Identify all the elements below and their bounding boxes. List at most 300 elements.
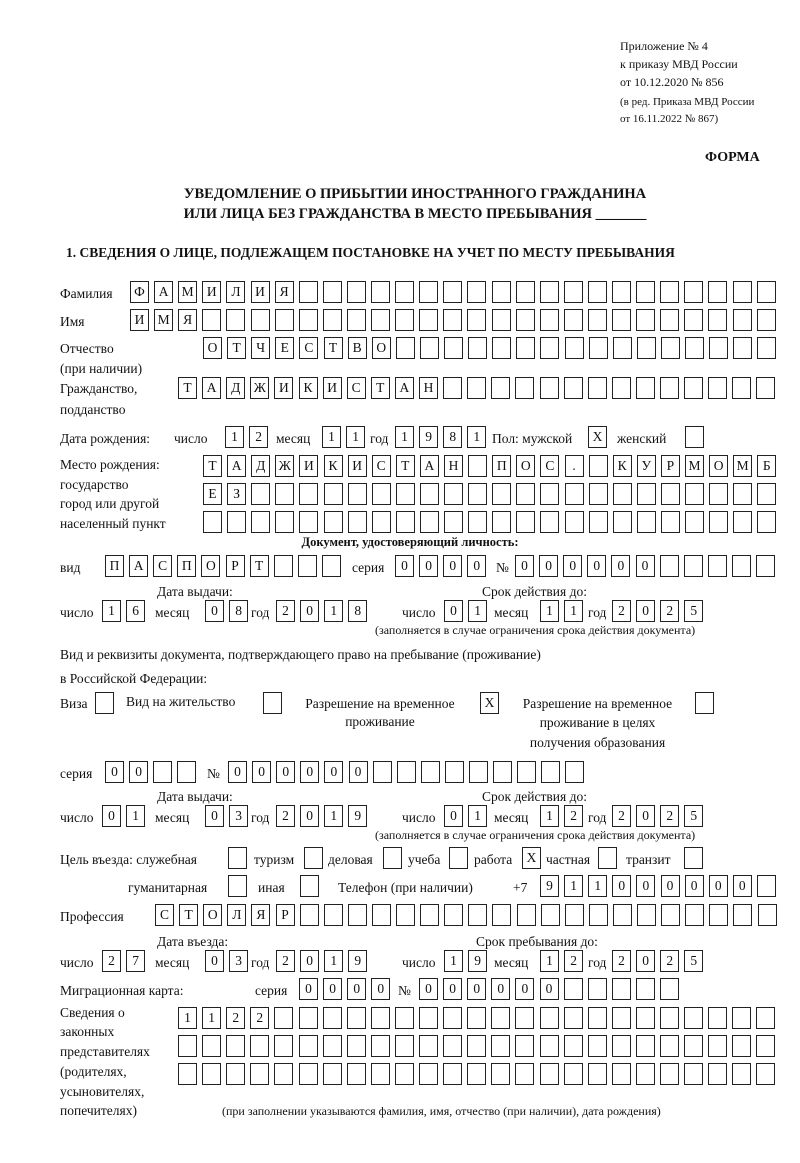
char-cell[interactable]: 1 bbox=[444, 950, 463, 972]
char-cell[interactable] bbox=[492, 309, 511, 331]
char-cell[interactable]: 0 bbox=[444, 600, 463, 622]
char-cell[interactable] bbox=[492, 281, 511, 303]
char-cell[interactable] bbox=[636, 377, 655, 399]
char-cell[interactable]: П bbox=[105, 555, 124, 577]
char-cell[interactable]: 8 bbox=[443, 426, 462, 448]
char-cell[interactable]: Т bbox=[371, 377, 390, 399]
char-cell[interactable]: 0 bbox=[205, 950, 224, 972]
char-cell[interactable] bbox=[348, 483, 367, 505]
char-cell[interactable] bbox=[299, 1063, 318, 1085]
char-cell[interactable] bbox=[517, 904, 536, 926]
char-cell[interactable] bbox=[636, 309, 655, 331]
char-cell[interactable]: П bbox=[177, 555, 196, 577]
char-cell[interactable] bbox=[564, 309, 583, 331]
char-cell[interactable] bbox=[589, 511, 608, 533]
char-cell[interactable]: И bbox=[299, 455, 318, 477]
char-cell[interactable] bbox=[274, 1063, 293, 1085]
char-cell[interactable] bbox=[517, 761, 536, 783]
char-cell[interactable] bbox=[516, 511, 535, 533]
char-cell[interactable] bbox=[757, 337, 776, 359]
char-cell[interactable] bbox=[540, 483, 559, 505]
char-cell[interactable]: 0 bbox=[300, 600, 319, 622]
char-cell[interactable] bbox=[540, 281, 559, 303]
char-cell[interactable] bbox=[515, 1007, 534, 1029]
char-cell[interactable] bbox=[685, 511, 704, 533]
purpose-work-checkbox[interactable]: X bbox=[522, 847, 541, 869]
char-cell[interactable] bbox=[756, 1007, 775, 1029]
char-cell[interactable] bbox=[299, 281, 318, 303]
char-cell[interactable] bbox=[492, 483, 511, 505]
char-cell[interactable]: Я bbox=[275, 281, 294, 303]
char-cell[interactable] bbox=[516, 337, 535, 359]
char-cell[interactable] bbox=[708, 281, 727, 303]
char-cell[interactable] bbox=[322, 555, 341, 577]
char-cell[interactable] bbox=[637, 904, 656, 926]
char-cell[interactable] bbox=[540, 337, 559, 359]
char-cell[interactable]: 2 bbox=[612, 600, 631, 622]
char-cell[interactable] bbox=[757, 511, 776, 533]
char-cell[interactable] bbox=[636, 281, 655, 303]
char-cell[interactable] bbox=[540, 309, 559, 331]
char-cell[interactable]: О bbox=[516, 455, 535, 477]
char-cell[interactable] bbox=[443, 1063, 462, 1085]
char-cell[interactable]: 0 bbox=[324, 761, 343, 783]
char-cell[interactable]: К bbox=[299, 377, 318, 399]
char-cell[interactable] bbox=[299, 1035, 318, 1057]
char-cell[interactable] bbox=[613, 904, 632, 926]
char-cell[interactable] bbox=[468, 455, 487, 477]
char-cell[interactable] bbox=[516, 281, 535, 303]
char-cell[interactable]: 2 bbox=[276, 950, 295, 972]
char-cell[interactable] bbox=[637, 511, 656, 533]
char-cell[interactable]: 2 bbox=[226, 1007, 245, 1029]
char-cell[interactable]: 5 bbox=[684, 600, 703, 622]
char-cell[interactable]: 1 bbox=[467, 426, 486, 448]
char-cell[interactable]: А bbox=[202, 377, 221, 399]
char-cell[interactable]: 0 bbox=[444, 805, 463, 827]
char-cell[interactable]: Ф bbox=[130, 281, 149, 303]
char-cell[interactable] bbox=[274, 555, 293, 577]
char-cell[interactable] bbox=[444, 904, 463, 926]
char-cell[interactable] bbox=[661, 511, 680, 533]
char-cell[interactable]: 1 bbox=[225, 426, 244, 448]
char-cell[interactable]: 0 bbox=[276, 761, 295, 783]
char-cell[interactable]: С bbox=[540, 455, 559, 477]
char-cell[interactable]: Я bbox=[178, 309, 197, 331]
char-cell[interactable]: А bbox=[129, 555, 148, 577]
char-cell[interactable]: 2 bbox=[660, 600, 679, 622]
char-cell[interactable] bbox=[373, 761, 392, 783]
char-cell[interactable]: 0 bbox=[612, 875, 631, 897]
char-cell[interactable]: 0 bbox=[467, 555, 486, 577]
char-cell[interactable]: 0 bbox=[563, 555, 582, 577]
char-cell[interactable]: 0 bbox=[709, 875, 728, 897]
char-cell[interactable] bbox=[443, 309, 462, 331]
char-cell[interactable]: К bbox=[324, 455, 343, 477]
char-cell[interactable] bbox=[660, 1035, 679, 1057]
char-cell[interactable]: 0 bbox=[349, 761, 368, 783]
char-cell[interactable] bbox=[637, 337, 656, 359]
char-cell[interactable] bbox=[588, 377, 607, 399]
char-cell[interactable] bbox=[491, 1035, 510, 1057]
char-cell[interactable]: М bbox=[154, 309, 173, 331]
char-cell[interactable] bbox=[684, 1063, 703, 1085]
char-cell[interactable]: 0 bbox=[129, 761, 148, 783]
char-cell[interactable] bbox=[733, 483, 752, 505]
char-cell[interactable]: 2 bbox=[249, 426, 268, 448]
char-cell[interactable] bbox=[733, 281, 752, 303]
char-cell[interactable] bbox=[371, 1035, 390, 1057]
char-cell[interactable] bbox=[660, 1007, 679, 1029]
char-cell[interactable] bbox=[709, 511, 728, 533]
char-cell[interactable] bbox=[419, 281, 438, 303]
char-cell[interactable] bbox=[612, 377, 631, 399]
char-cell[interactable]: 1 bbox=[102, 600, 121, 622]
char-cell[interactable]: 0 bbox=[395, 555, 414, 577]
char-cell[interactable]: Т bbox=[250, 555, 269, 577]
char-cell[interactable] bbox=[588, 1063, 607, 1085]
char-cell[interactable] bbox=[732, 1035, 751, 1057]
char-cell[interactable] bbox=[733, 511, 752, 533]
char-cell[interactable]: 0 bbox=[105, 761, 124, 783]
char-cell[interactable]: Р bbox=[226, 555, 245, 577]
char-cell[interactable]: П bbox=[492, 455, 511, 477]
char-cell[interactable]: 1 bbox=[540, 600, 559, 622]
char-cell[interactable] bbox=[685, 483, 704, 505]
char-cell[interactable]: Е bbox=[275, 337, 294, 359]
char-cell[interactable] bbox=[684, 281, 703, 303]
char-cell[interactable] bbox=[443, 377, 462, 399]
char-cell[interactable]: 1 bbox=[322, 426, 341, 448]
char-cell[interactable] bbox=[468, 511, 487, 533]
char-cell[interactable]: Р bbox=[276, 904, 295, 926]
char-cell[interactable] bbox=[708, 309, 727, 331]
char-cell[interactable] bbox=[758, 904, 777, 926]
char-cell[interactable] bbox=[733, 309, 752, 331]
char-cell[interactable] bbox=[757, 309, 776, 331]
char-cell[interactable] bbox=[467, 1035, 486, 1057]
char-cell[interactable] bbox=[515, 1035, 534, 1057]
char-cell[interactable] bbox=[660, 377, 679, 399]
char-cell[interactable]: 0 bbox=[467, 978, 486, 1000]
char-cell[interactable] bbox=[660, 1063, 679, 1085]
char-cell[interactable]: У bbox=[637, 455, 656, 477]
char-cell[interactable]: 1 bbox=[178, 1007, 197, 1029]
char-cell[interactable] bbox=[203, 511, 222, 533]
char-cell[interactable] bbox=[709, 483, 728, 505]
char-cell[interactable] bbox=[733, 904, 752, 926]
char-cell[interactable] bbox=[275, 483, 294, 505]
purpose-private-checkbox[interactable] bbox=[598, 847, 617, 869]
char-cell[interactable]: 0 bbox=[300, 950, 319, 972]
char-cell[interactable]: 1 bbox=[540, 950, 559, 972]
char-cell[interactable] bbox=[540, 511, 559, 533]
char-cell[interactable]: 1 bbox=[564, 600, 583, 622]
char-cell[interactable] bbox=[491, 377, 510, 399]
char-cell[interactable] bbox=[443, 281, 462, 303]
char-cell[interactable] bbox=[467, 309, 486, 331]
char-cell[interactable]: 0 bbox=[299, 978, 318, 1000]
char-cell[interactable] bbox=[348, 904, 367, 926]
char-cell[interactable]: 9 bbox=[348, 950, 367, 972]
char-cell[interactable]: 0 bbox=[443, 978, 462, 1000]
char-cell[interactable] bbox=[324, 483, 343, 505]
char-cell[interactable]: 0 bbox=[636, 950, 655, 972]
char-cell[interactable]: 3 bbox=[229, 805, 248, 827]
char-cell[interactable] bbox=[492, 511, 511, 533]
char-cell[interactable]: 5 bbox=[684, 950, 703, 972]
char-cell[interactable] bbox=[756, 1063, 775, 1085]
purpose-humanitarian-checkbox[interactable] bbox=[228, 875, 247, 897]
char-cell[interactable] bbox=[420, 483, 439, 505]
char-cell[interactable] bbox=[444, 337, 463, 359]
char-cell[interactable] bbox=[372, 511, 391, 533]
char-cell[interactable] bbox=[324, 904, 343, 926]
char-cell[interactable] bbox=[420, 904, 439, 926]
char-cell[interactable]: 1 bbox=[395, 426, 414, 448]
char-cell[interactable] bbox=[589, 483, 608, 505]
char-cell[interactable] bbox=[660, 281, 679, 303]
char-cell[interactable] bbox=[541, 761, 560, 783]
char-cell[interactable] bbox=[468, 337, 487, 359]
char-cell[interactable]: 0 bbox=[515, 555, 534, 577]
char-cell[interactable]: Б bbox=[757, 455, 776, 477]
char-cell[interactable] bbox=[661, 337, 680, 359]
char-cell[interactable] bbox=[661, 904, 680, 926]
char-cell[interactable] bbox=[227, 511, 246, 533]
char-cell[interactable] bbox=[396, 483, 415, 505]
char-cell[interactable] bbox=[588, 1007, 607, 1029]
char-cell[interactable]: 2 bbox=[276, 600, 295, 622]
char-cell[interactable] bbox=[323, 1035, 342, 1057]
male-checkbox[interactable]: X bbox=[588, 426, 607, 448]
char-cell[interactable]: 0 bbox=[371, 978, 390, 1000]
char-cell[interactable] bbox=[348, 511, 367, 533]
char-cell[interactable] bbox=[732, 1063, 751, 1085]
char-cell[interactable]: 0 bbox=[540, 978, 559, 1000]
char-cell[interactable] bbox=[372, 483, 391, 505]
char-cell[interactable] bbox=[612, 1063, 631, 1085]
char-cell[interactable]: С bbox=[372, 455, 391, 477]
char-cell[interactable]: 7 bbox=[126, 950, 145, 972]
purpose-tourism-checkbox[interactable] bbox=[304, 847, 323, 869]
char-cell[interactable] bbox=[493, 761, 512, 783]
char-cell[interactable]: 0 bbox=[661, 875, 680, 897]
char-cell[interactable] bbox=[202, 309, 221, 331]
char-cell[interactable] bbox=[467, 1063, 486, 1085]
char-cell[interactable] bbox=[421, 761, 440, 783]
char-cell[interactable] bbox=[685, 904, 704, 926]
char-cell[interactable]: О bbox=[203, 337, 222, 359]
char-cell[interactable] bbox=[251, 483, 270, 505]
char-cell[interactable] bbox=[684, 309, 703, 331]
char-cell[interactable] bbox=[226, 1035, 245, 1057]
char-cell[interactable]: 1 bbox=[324, 950, 343, 972]
char-cell[interactable]: 0 bbox=[347, 978, 366, 1000]
char-cell[interactable] bbox=[469, 761, 488, 783]
char-cell[interactable]: Д bbox=[251, 455, 270, 477]
char-cell[interactable]: С bbox=[155, 904, 174, 926]
char-cell[interactable]: 1 bbox=[588, 875, 607, 897]
char-cell[interactable]: 8 bbox=[348, 600, 367, 622]
char-cell[interactable] bbox=[299, 483, 318, 505]
char-cell[interactable]: Н bbox=[419, 377, 438, 399]
char-cell[interactable]: С bbox=[299, 337, 318, 359]
char-cell[interactable]: 2 bbox=[660, 950, 679, 972]
char-cell[interactable] bbox=[444, 511, 463, 533]
char-cell[interactable] bbox=[420, 337, 439, 359]
char-cell[interactable] bbox=[733, 337, 752, 359]
char-cell[interactable] bbox=[661, 483, 680, 505]
char-cell[interactable]: 0 bbox=[636, 805, 655, 827]
char-cell[interactable] bbox=[202, 1035, 221, 1057]
char-cell[interactable] bbox=[397, 761, 416, 783]
visa-checkbox[interactable] bbox=[95, 692, 114, 714]
char-cell[interactable] bbox=[589, 337, 608, 359]
char-cell[interactable] bbox=[515, 377, 534, 399]
char-cell[interactable]: 9 bbox=[468, 950, 487, 972]
char-cell[interactable] bbox=[756, 555, 775, 577]
char-cell[interactable] bbox=[589, 455, 608, 477]
char-cell[interactable] bbox=[395, 281, 414, 303]
char-cell[interactable]: А bbox=[227, 455, 246, 477]
char-cell[interactable]: 2 bbox=[660, 805, 679, 827]
char-cell[interactable]: Я bbox=[251, 904, 270, 926]
char-cell[interactable]: 2 bbox=[612, 950, 631, 972]
char-cell[interactable] bbox=[443, 1035, 462, 1057]
char-cell[interactable]: О bbox=[709, 455, 728, 477]
char-cell[interactable]: Ж bbox=[250, 377, 269, 399]
char-cell[interactable] bbox=[684, 377, 703, 399]
purpose-study-checkbox[interactable] bbox=[449, 847, 468, 869]
char-cell[interactable] bbox=[685, 337, 704, 359]
char-cell[interactable]: 0 bbox=[636, 555, 655, 577]
char-cell[interactable] bbox=[565, 337, 584, 359]
char-cell[interactable]: Р bbox=[661, 455, 680, 477]
char-cell[interactable] bbox=[372, 904, 391, 926]
char-cell[interactable]: К bbox=[613, 455, 632, 477]
char-cell[interactable] bbox=[709, 904, 728, 926]
char-cell[interactable]: А bbox=[420, 455, 439, 477]
char-cell[interactable]: 0 bbox=[636, 600, 655, 622]
char-cell[interactable]: 2 bbox=[564, 805, 583, 827]
char-cell[interactable] bbox=[564, 978, 583, 1000]
char-cell[interactable] bbox=[419, 1063, 438, 1085]
residence-permit-checkbox[interactable] bbox=[263, 692, 282, 714]
char-cell[interactable]: 1 bbox=[324, 805, 343, 827]
purpose-transit-checkbox[interactable] bbox=[684, 847, 703, 869]
char-cell[interactable] bbox=[757, 281, 776, 303]
char-cell[interactable]: А bbox=[395, 377, 414, 399]
char-cell[interactable] bbox=[300, 904, 319, 926]
char-cell[interactable] bbox=[177, 761, 196, 783]
char-cell[interactable] bbox=[684, 1035, 703, 1057]
char-cell[interactable]: М bbox=[733, 455, 752, 477]
char-cell[interactable]: 2 bbox=[102, 950, 121, 972]
char-cell[interactable] bbox=[516, 309, 535, 331]
char-cell[interactable]: 5 bbox=[684, 805, 703, 827]
char-cell[interactable]: И bbox=[323, 377, 342, 399]
char-cell[interactable] bbox=[396, 904, 415, 926]
char-cell[interactable] bbox=[636, 1007, 655, 1029]
char-cell[interactable]: 0 bbox=[252, 761, 271, 783]
char-cell[interactable] bbox=[371, 281, 390, 303]
char-cell[interactable] bbox=[732, 1007, 751, 1029]
char-cell[interactable]: С bbox=[153, 555, 172, 577]
char-cell[interactable] bbox=[371, 309, 390, 331]
char-cell[interactable] bbox=[588, 978, 607, 1000]
char-cell[interactable] bbox=[636, 1063, 655, 1085]
char-cell[interactable] bbox=[564, 281, 583, 303]
char-cell[interactable] bbox=[395, 1063, 414, 1085]
char-cell[interactable] bbox=[371, 1007, 390, 1029]
char-cell[interactable] bbox=[613, 483, 632, 505]
char-cell[interactable]: 0 bbox=[515, 978, 534, 1000]
char-cell[interactable] bbox=[347, 281, 366, 303]
char-cell[interactable]: 0 bbox=[587, 555, 606, 577]
char-cell[interactable]: 9 bbox=[540, 875, 559, 897]
char-cell[interactable]: Т bbox=[227, 337, 246, 359]
purpose-other-checkbox[interactable] bbox=[300, 875, 319, 897]
char-cell[interactable] bbox=[250, 1063, 269, 1085]
char-cell[interactable]: 0 bbox=[205, 600, 224, 622]
char-cell[interactable] bbox=[347, 1007, 366, 1029]
char-cell[interactable] bbox=[516, 483, 535, 505]
char-cell[interactable]: 0 bbox=[636, 875, 655, 897]
char-cell[interactable] bbox=[756, 377, 775, 399]
char-cell[interactable]: О bbox=[203, 904, 222, 926]
char-cell[interactable]: 0 bbox=[611, 555, 630, 577]
char-cell[interactable] bbox=[540, 377, 559, 399]
char-cell[interactable] bbox=[492, 337, 511, 359]
char-cell[interactable]: Т bbox=[178, 377, 197, 399]
char-cell[interactable]: 1 bbox=[564, 875, 583, 897]
char-cell[interactable]: 0 bbox=[539, 555, 558, 577]
char-cell[interactable]: 0 bbox=[419, 978, 438, 1000]
char-cell[interactable] bbox=[324, 511, 343, 533]
char-cell[interactable] bbox=[540, 1007, 559, 1029]
char-cell[interactable]: 2 bbox=[564, 950, 583, 972]
char-cell[interactable]: 9 bbox=[419, 426, 438, 448]
char-cell[interactable] bbox=[565, 511, 584, 533]
char-cell[interactable] bbox=[274, 1007, 293, 1029]
char-cell[interactable] bbox=[756, 1035, 775, 1057]
char-cell[interactable] bbox=[564, 1007, 583, 1029]
char-cell[interactable] bbox=[709, 337, 728, 359]
char-cell[interactable]: Т bbox=[179, 904, 198, 926]
char-cell[interactable]: 2 bbox=[612, 805, 631, 827]
char-cell[interactable] bbox=[588, 309, 607, 331]
char-cell[interactable]: Т bbox=[396, 455, 415, 477]
char-cell[interactable] bbox=[419, 1007, 438, 1029]
char-cell[interactable] bbox=[467, 281, 486, 303]
char-cell[interactable] bbox=[588, 281, 607, 303]
char-cell[interactable] bbox=[612, 309, 631, 331]
char-cell[interactable] bbox=[274, 1035, 293, 1057]
char-cell[interactable] bbox=[445, 761, 464, 783]
char-cell[interactable]: Д bbox=[226, 377, 245, 399]
char-cell[interactable] bbox=[347, 1063, 366, 1085]
char-cell[interactable]: 1 bbox=[346, 426, 365, 448]
char-cell[interactable] bbox=[660, 978, 679, 1000]
char-cell[interactable] bbox=[636, 1035, 655, 1057]
char-cell[interactable] bbox=[492, 904, 511, 926]
char-cell[interactable] bbox=[732, 555, 751, 577]
char-cell[interactable]: А bbox=[154, 281, 173, 303]
char-cell[interactable] bbox=[251, 309, 270, 331]
char-cell[interactable] bbox=[153, 761, 172, 783]
char-cell[interactable]: 1 bbox=[126, 805, 145, 827]
